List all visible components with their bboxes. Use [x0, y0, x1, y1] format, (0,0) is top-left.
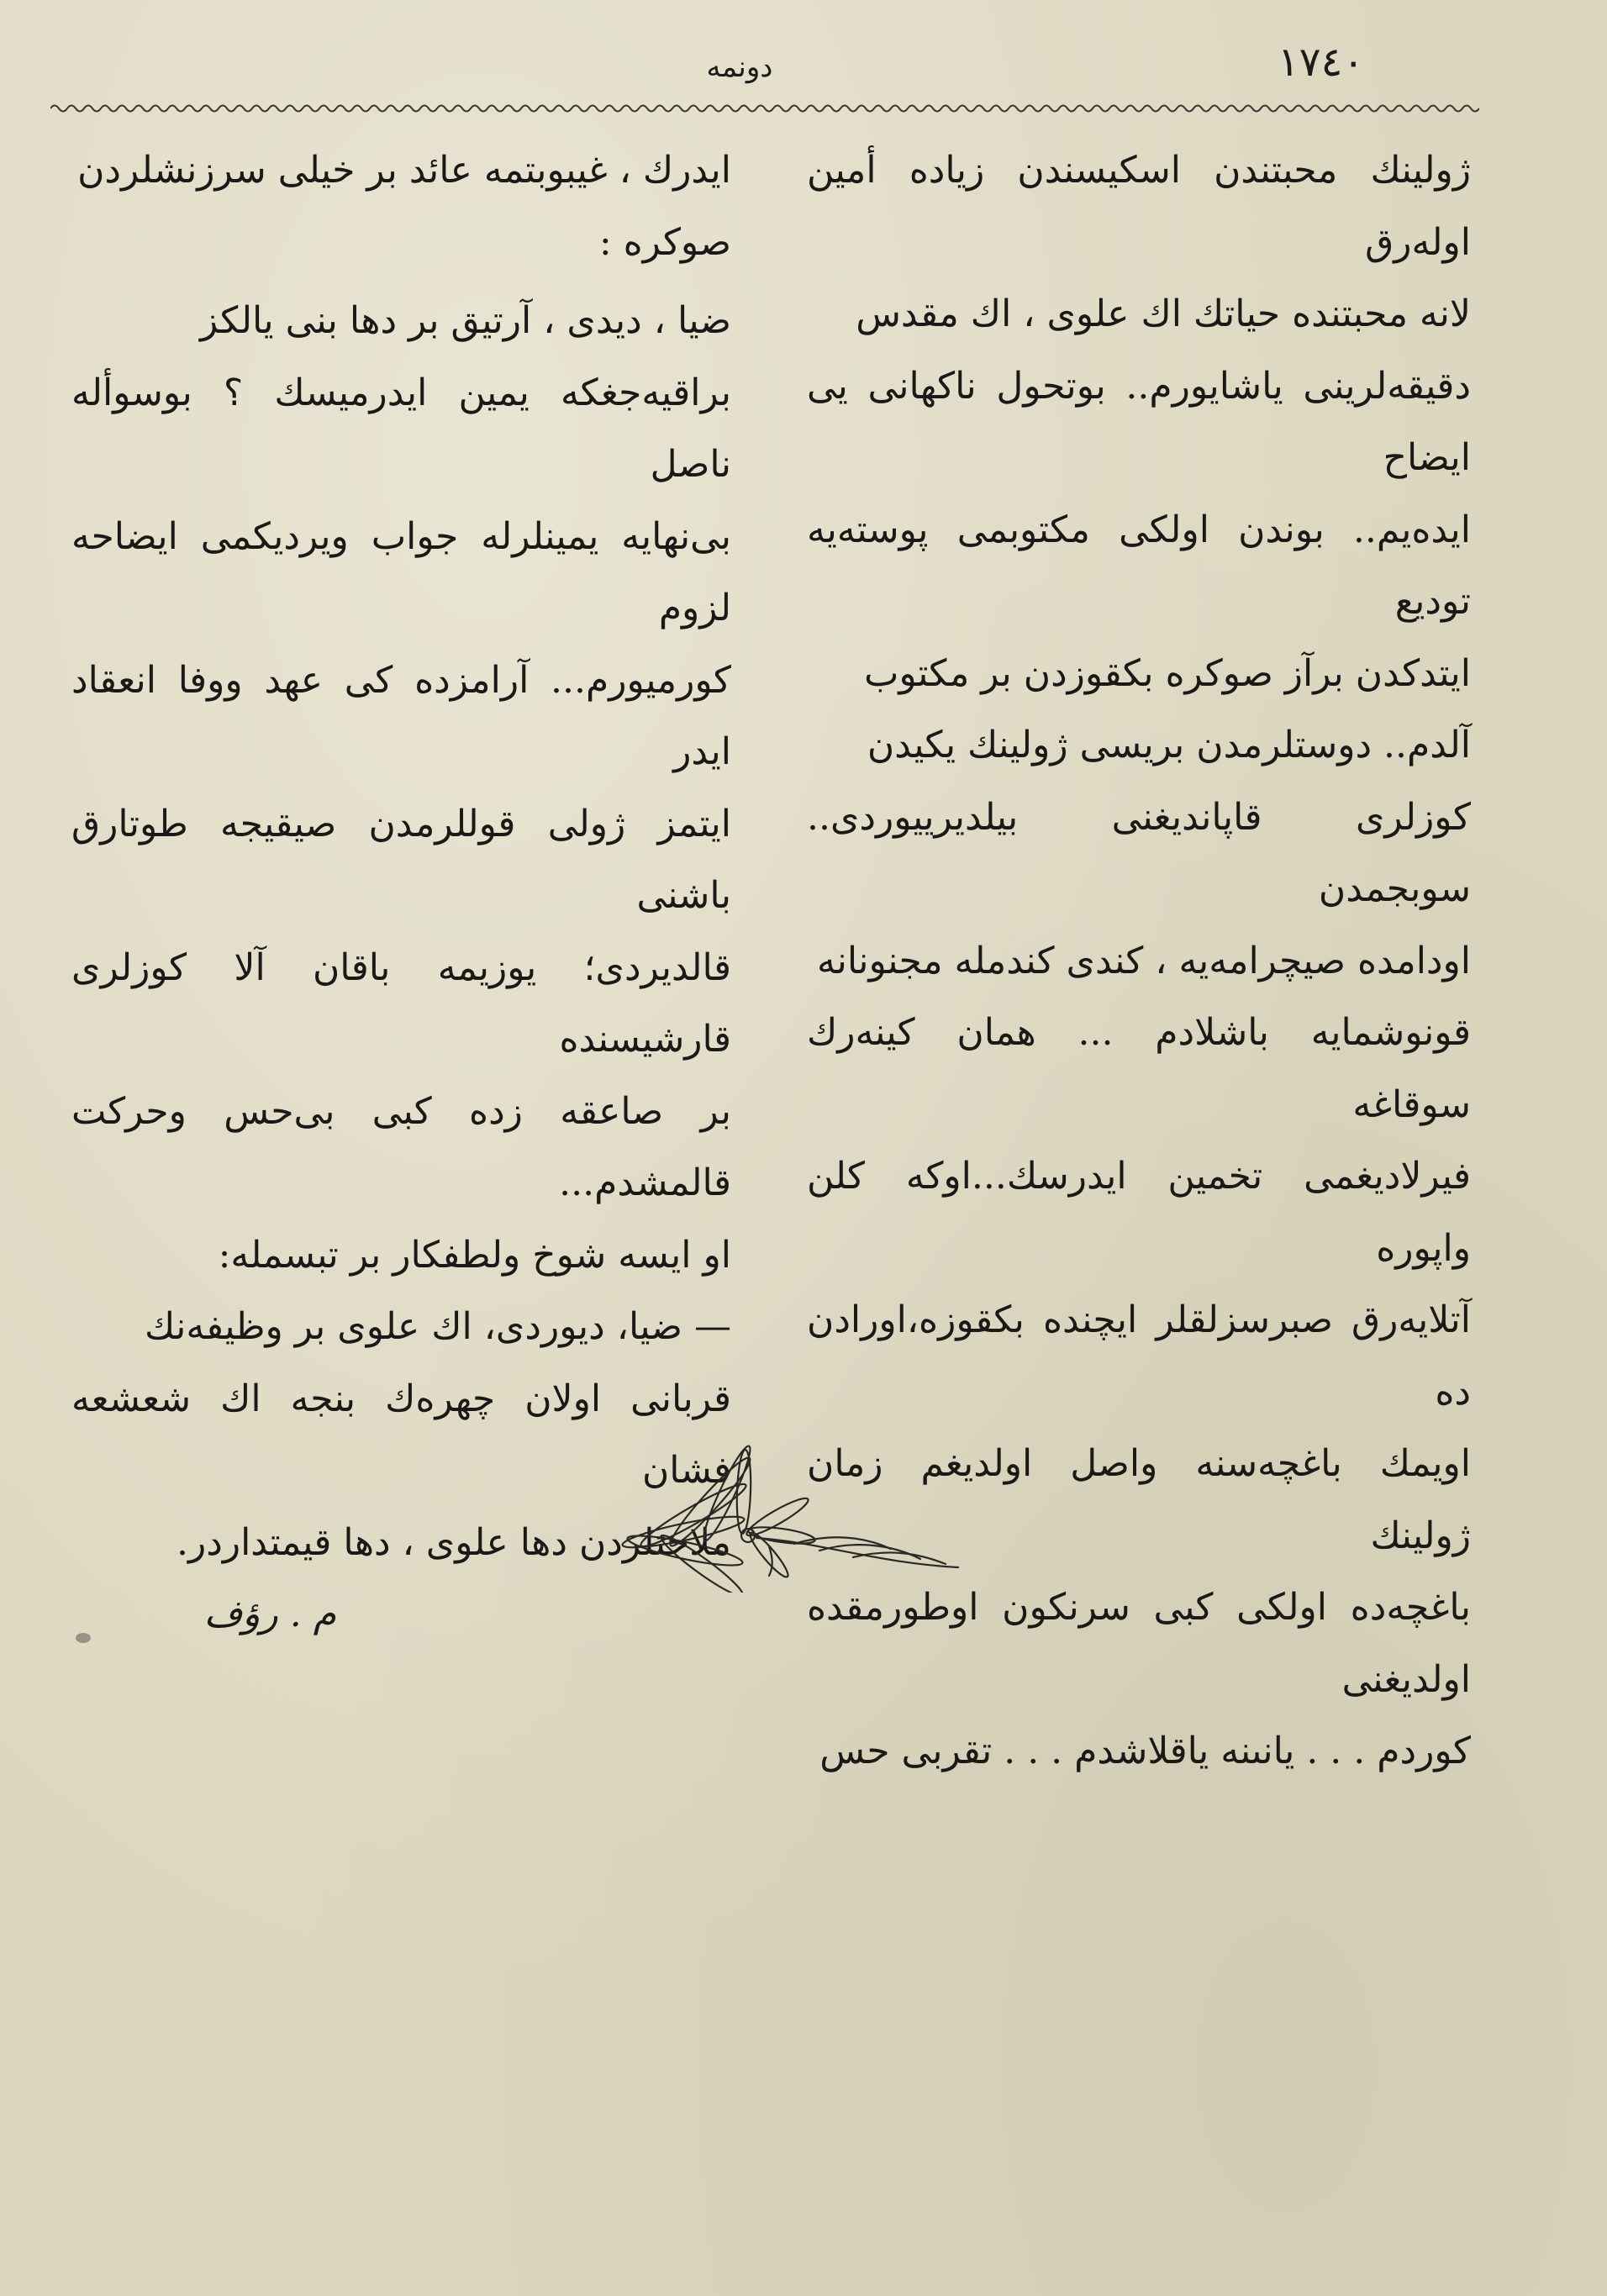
text-line: قالديردى؛ يوزيمه باقان آلا كوزلرى قارشيسنده [71, 945, 731, 1061]
wavy-header-rule [50, 99, 1479, 118]
text-line: او ايسه شوخ ولطفكار بر تبسمله: [218, 1233, 731, 1277]
text-line: قونوشمايه باشلادم ... همان كينەرك سوقاغه [807, 1011, 1471, 1126]
page-speck [76, 1633, 91, 1643]
floral-tailpiece-icon [601, 1441, 971, 1593]
text-line: اودامده صيچرامەيه ، كندى كندمله مجنونانه [817, 939, 1471, 982]
text-line: براقيەجغكه يمين ايدرميسك ؟ بوسوأله ناصل [71, 371, 731, 486]
text-line: آتلايەرق صبرسزلقلر ايچنده بكقوزه،اورادن ده [807, 1298, 1471, 1414]
text-line: ايدەيم.. بوندن اولكى مكتوبمى پوستەيه توديع [807, 508, 1471, 623]
text-line: ايتدكدن برآز صوكره بكقوزدن بر مكتوب [863, 651, 1471, 695]
text-line: اويمك باغچەسنه واصل اولديغم زمان ژولينك [807, 1442, 1471, 1557]
text-line: دقيقەلرينى ياشايورم.. بوتحول ناكهانى يى ايضاح [807, 364, 1471, 479]
text-line: بى‌نهايه يمينلرله جواب ويرديكمى ايضاحه لزوم [71, 514, 731, 629]
text-line: باغچەدە اولكى كبى سرنكون اوطورمقدە اولديغنى [807, 1586, 1471, 1701]
text-line: فيرلاديغمى تخمين ايدرسك...اوكه كلن واپوره [807, 1155, 1471, 1270]
text-line: بر صاعقه زده كبى بى‌حس وحركت قالمشدم... [71, 1089, 731, 1204]
text-line: ملاحتلردن دها علوى ، دها قيمتداردر. [177, 1520, 731, 1564]
left-text-column [71, 134, 731, 1651]
text-line: ژولینك محبتندن اسكيسندن زياده أمين اولەرق [807, 149, 1471, 264]
page-number: ١٧٤٠ [1278, 39, 1365, 86]
text-line: قربانى اولان چهره‌ك بنجه اك شعشعه فشان [71, 1377, 731, 1492]
paragraph [71, 285, 731, 1291]
text-line: آلدم.. دوستلرمدن بريسى ژولينك يكيدن [867, 724, 1471, 766]
text-line: لانه محبتنده حياتك اك علوى ، اك مقدس [856, 292, 1471, 335]
text-line: كوردم . . . يانىنه ياقلاشدم . . . تقربى حس [819, 1730, 1471, 1772]
text-line: ايتمز ژولى قوللرمدن صيقيجه طوتارق باشنى [71, 802, 731, 917]
author-signature: م . رؤف [203, 1593, 336, 1635]
text-line: — ضيا، ديوردى، اك علوى بر وظيفەنك [145, 1305, 731, 1348]
running-title: دونمه [706, 50, 773, 84]
text-line: ايدرك ، غيبوبتمه عائد بر خيلى سرزنشلردن [77, 149, 731, 192]
text-line: كورميورم... آرامزده كى عهد ووفا انعقاد ايدر [71, 658, 731, 773]
text-line: صوكره : [598, 220, 731, 264]
text-line: كوزلرى قاپانديغنى بيلديرييوردى.. سوبجمدن [807, 795, 1471, 910]
paragraph [71, 134, 731, 278]
text-line: ضيا ، ديدى ، آرتيق بر دها بنى يالكز [200, 299, 731, 342]
